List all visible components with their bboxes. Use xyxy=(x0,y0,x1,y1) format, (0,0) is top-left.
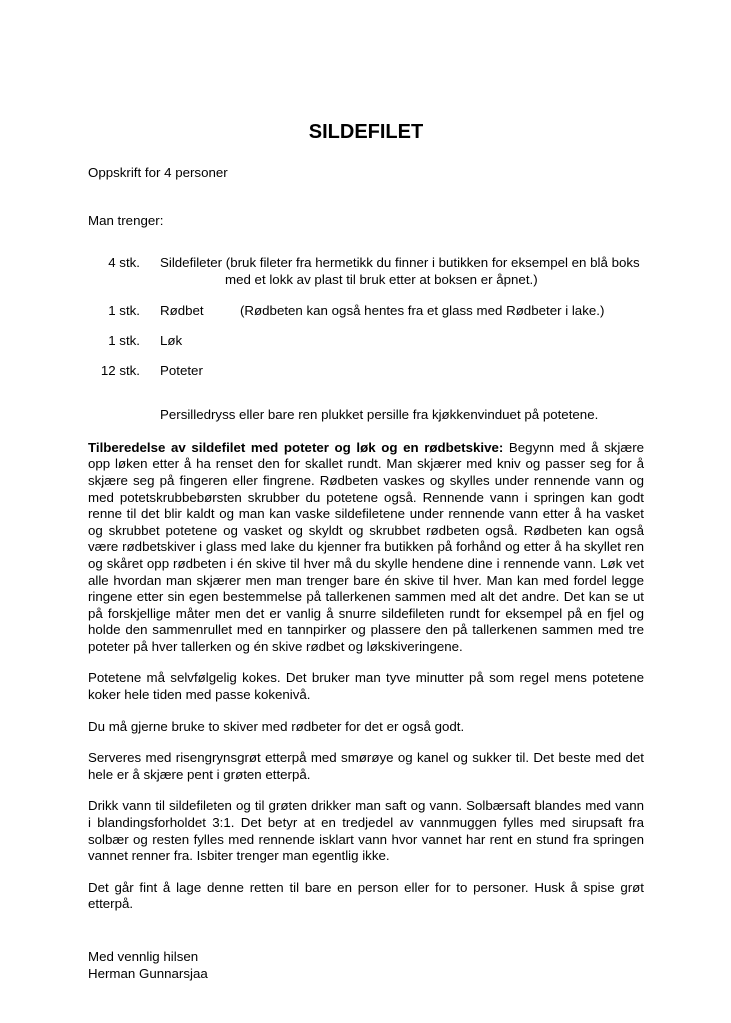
ingredient-qty: 1 stk. xyxy=(108,303,140,319)
body-paragraph: Du må gjerne bruke to skiver med rødbeter for det er også godt. xyxy=(88,718,465,734)
recipe-title: SILDEFILET xyxy=(308,121,424,143)
preparation-paragraph xyxy=(88,440,644,656)
ingredient-note: (bruk fileter fra hermetikk du finner i butikken for eksempel en blå boks med et lokk av plast til bruk etter at boksen er åpnet.) xyxy=(225,255,640,287)
ingredient-note: (Rødbeten kan også hentes fra et glass med Rødbeter i lake.) xyxy=(240,303,605,319)
ingredient-text xyxy=(160,303,644,320)
ingredient-text xyxy=(160,255,644,288)
preparation-body: Begynn med å skjære opp løken etter å ha renset den for skallet rundt. Man skjærer med kniv og passer seg for å skjære seg på fingeren eller fingrene. Rødbeten vaskes og skylles under rennende vann og med potetskrubbebørsten skrubber du potetene også. Rennende vann i springen kan godt renne til det blir kaldt og man kan vaske sildefiletene under rennende vann etter å ha vasket og skrubbet potetene og vasket og skyldt og skrubbet rødbeten også. Rødbeten kan også være rødbetskiver i glass med lake du kjenner fra butikken på forhånd og etter å ha skyllet ren og skåret opp rødbeten i én skive til hver må du skylle hendene dine i rennende vann. Løk vet alle hvordan man skjærer men man trenger bare én skive til hver. Man kan med fordel legge ringene etter sin egen bestemmelse på tallerkenen sammen med alt det andre. Det kan se ut på forskjellige måter men det er vanlig å snurre sildefileten rundt for eksempel på en fjel og holde den sammenrullet med en tannpirker og plassere den på tallerkenen sammen med tre poteter på hver tallerken og én skive rødbet og løkskiveringene. xyxy=(88,439,645,654)
needs-heading: Man trenger: xyxy=(88,212,164,228)
body-paragraph: Det går fint å lage denne retten til bare en person eller for to personer. Husk å spise grøt etterpå. xyxy=(88,879,644,912)
signature-block xyxy=(88,949,644,982)
body-paragraph: Potetene må selvfølgelig kokes. Det bruker man tyve minutter på som regel mens potetene koker hele tiden med passe kokenivå. xyxy=(88,670,644,703)
ingredient-row xyxy=(88,255,644,288)
ingredient-qty: 4 stk. xyxy=(108,255,140,271)
ingredient-name: Sildefileter xyxy=(160,255,223,271)
preparation-lead: Tilberedelse av sildefilet med poteter og løk og en rødbetskive: xyxy=(88,439,504,455)
servings-line: Oppskrift for 4 personer xyxy=(88,165,228,180)
signature-closing: Med vennlig hilsen xyxy=(88,949,199,964)
garnish-note: Persilledryss eller bare ren plukket persille fra kjøkkenvinduet på potetene. xyxy=(160,407,599,423)
ingredient-qty: 12 stk. xyxy=(100,362,140,378)
ingredient-row xyxy=(88,333,644,350)
ingredient-qty: 1 stk. xyxy=(108,332,140,348)
ingredient-name: Løk xyxy=(160,332,183,348)
ingredient-text xyxy=(160,363,644,380)
ingredient-text xyxy=(160,333,644,350)
ingredient-name: Poteter xyxy=(160,362,203,378)
ingredient-row xyxy=(88,363,644,380)
body-paragraph: Serveres med risengrynsgrøt etterpå med smørøye og kanel og sukker til. Det beste med det hele er å skjære pent i grøten etterpå. xyxy=(88,750,644,782)
ingredient-list xyxy=(88,255,644,379)
ingredient-name: Rødbet xyxy=(160,303,204,319)
signature-name: Herman Gunnarsjaa xyxy=(88,965,208,981)
ingredient-row xyxy=(88,303,644,320)
body-paragraph: Drikk vann til sildefileten og til grøten drikker man saft og vann. Solbærsaft blandes med vann i blandingsforholdet 3:1. Det betyr at en tredjedel av vannmuggen fylles med sirupsaft fra solbær og resten fylles med rennende isklart vann hvor vannet har rent en stund fra springen vannet renner fra. Isbiter trenger man egentlig ikke. xyxy=(88,798,644,864)
